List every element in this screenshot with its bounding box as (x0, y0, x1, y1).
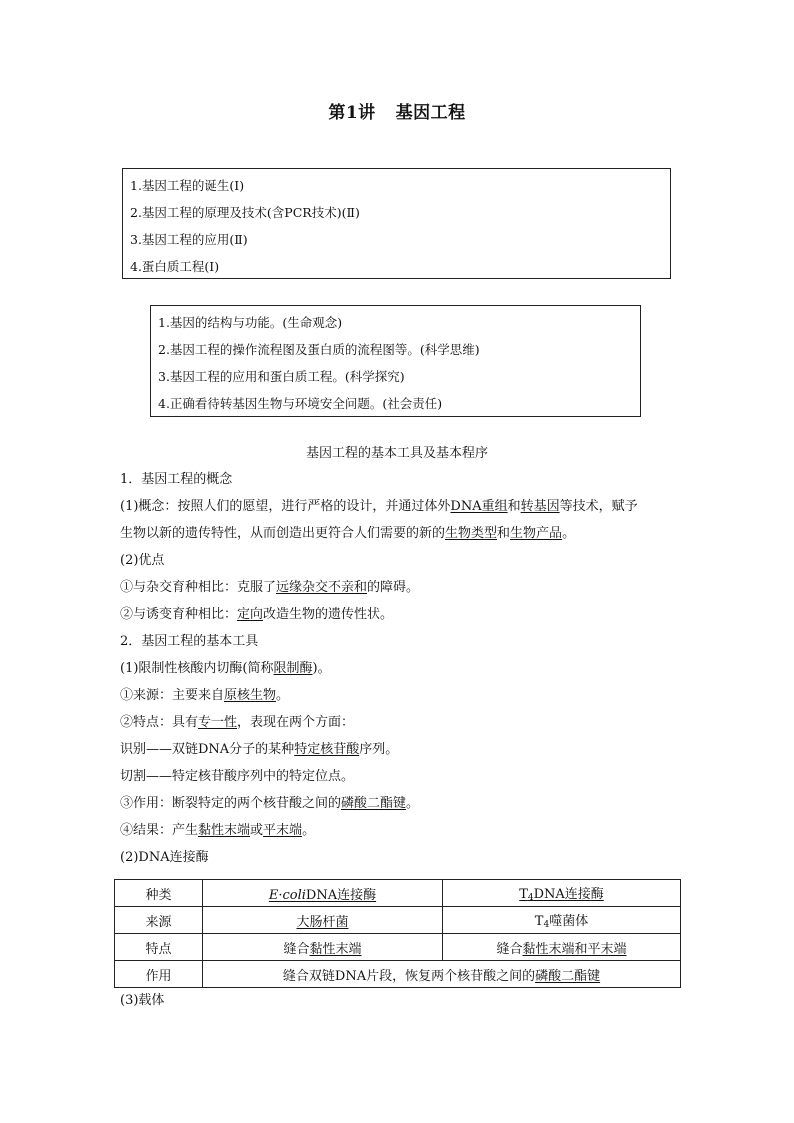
table-cell: E·coliDNA连接酶 (203, 880, 443, 907)
keyword: 特定核苷酸 (294, 742, 360, 757)
row-header: 来源 (115, 907, 203, 934)
requirement-item: 3.基因工程的应用(Ⅱ) (130, 232, 248, 247)
vector-heading: (3)载体 (120, 993, 165, 1008)
table-cell: $T_4DNA$连接酶 (443, 880, 681, 907)
advantage-2: ②与诱变育种相比：定向改造生物的遗传性状。 (120, 607, 394, 622)
keyword: 磷酸二酯键 (341, 796, 407, 811)
recognize-line: 识别——双链DNA分子的某种特定核苷酸序列。 (120, 742, 399, 757)
table-row (115, 934, 681, 961)
function-line: ③作用：断裂特定的两个核苷酸之间的磷酸二酯键。 (120, 796, 420, 811)
keyword: 原核生物 (224, 688, 277, 703)
literacy-item: 3.基因工程的应用和蛋白质工程。(科学探究) (158, 369, 405, 384)
enzyme-line: (1)限制性核酸内切酶(简称限制酶)。 (120, 661, 331, 676)
table-cell: 缝合黏性末端和平末端 (443, 934, 681, 961)
cut-line: 切割——特定核苷酸序列中的特定位点。 (120, 769, 355, 784)
concept-line-1: (1)概念：按照人们的愿望，进行严格的设计，并通过体外DNA重组和转基因等技术，赋予 (120, 499, 638, 514)
feature-line: ②特点：具有专一性，表现在两个方面： (120, 715, 355, 730)
literacy-item: 1.基因的结构与功能。(生命观念) (158, 315, 343, 330)
requirement-item: 4.蛋白质工程(Ⅰ) (130, 259, 220, 274)
keyword: 生物产品 (510, 526, 563, 541)
table-cell: 缝合黏性末端 (203, 934, 443, 961)
table-cell: 大肠杆菌 (203, 907, 443, 934)
row-header: 种类 (115, 880, 203, 907)
row-header: 作用 (115, 961, 203, 988)
literacy-item: 2.基因工程的操作流程图及蛋白质的流程图等。(科学思维) (158, 342, 480, 357)
table-cell: $T_4$噬菌体 (443, 907, 681, 934)
keyword: 限制酶 (273, 661, 313, 676)
keyword: 生物类型 (445, 526, 498, 541)
table-row (115, 961, 681, 988)
row-header: 特点 (115, 934, 203, 961)
keyword: 定向 (237, 607, 264, 622)
page-title (0, 98, 794, 123)
table-row (115, 907, 681, 934)
heading-concept: 1．基因工程的概念 (120, 472, 233, 487)
table-row (115, 880, 681, 907)
literacy-box (150, 305, 641, 417)
keyword: 转基因 (520, 499, 560, 514)
concept-line-2: 生物以新的遗传特性，从而创造出更符合人们需要的新的生物类型和生物产品。 (120, 526, 576, 541)
source-line: ①来源：主要来自原核生物。 (120, 688, 290, 703)
keyword: 平末端 (263, 823, 303, 838)
lecture-name: 基因工程 (395, 103, 466, 123)
requirements-box (122, 168, 671, 279)
result-line: ④结果：产生黏性末端或平末端。 (120, 823, 316, 838)
lecture-number: 第1讲 (328, 103, 376, 123)
literacy-item: 4.正确看待转基因生物与环境安全问题。(社会责任) (158, 396, 443, 411)
keyword: 远缘杂交不亲和 (276, 580, 368, 595)
keyword: DNA重组 (450, 499, 508, 514)
requirement-item: 2.基因工程的原理及技术(含PCR技术)(Ⅱ) (130, 205, 360, 220)
requirement-item: 1.基因工程的诞生(Ⅰ) (130, 178, 245, 193)
ligase-heading: (2)DNA连接酶 (120, 850, 209, 865)
advantage-1: ①与杂交育种相比：克服了远缘杂交不亲和的障碍。 (120, 580, 420, 595)
heading-tools: 2．基因工程的基本工具 (120, 634, 259, 649)
keyword: 黏性末端 (198, 823, 251, 838)
table-cell: 缝合双链DNA片段，恢复两个核苷酸之间的磷酸二酯键 (203, 961, 681, 988)
ligase-table (114, 879, 681, 988)
keyword: 专一性 (198, 715, 238, 730)
advantages-heading: (2)优点 (120, 553, 165, 568)
body-text (120, 466, 680, 871)
section-title: 基因工程的基本工具及基本程序 (305, 446, 488, 461)
